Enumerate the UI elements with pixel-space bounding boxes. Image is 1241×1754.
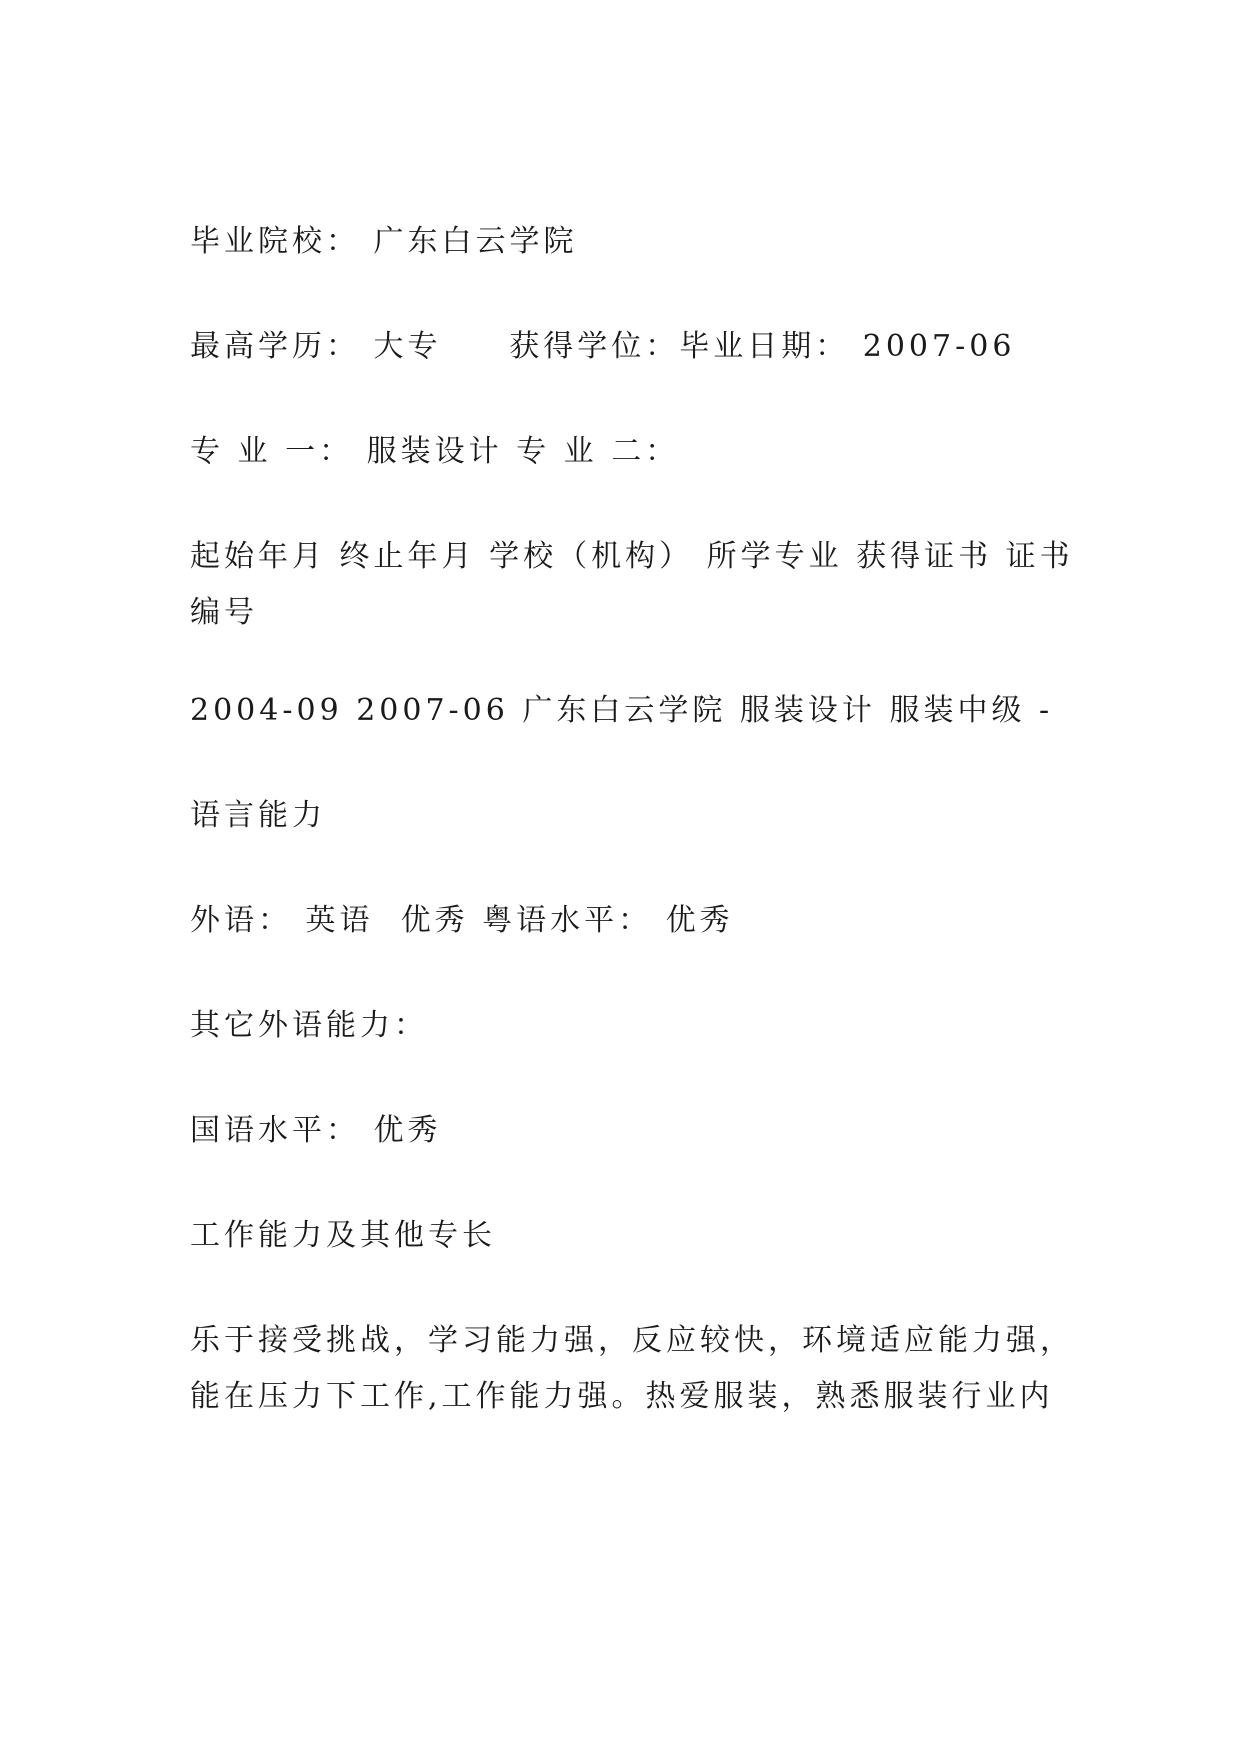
skills-heading: 工作能力及其他专长 xyxy=(190,1218,496,1253)
other-language-line: 其它外语能力： xyxy=(190,1008,428,1043)
majors-line: 专 业 一： 服装设计 专 业 二： xyxy=(190,434,680,469)
education-level-line: 最高学历： 大专 获得学位：毕业日期： 2007-06 xyxy=(190,329,1016,364)
mandarin-level-line: 国语水平： 优秀 xyxy=(190,1113,442,1148)
skills-paragraph: 乐于接受挑战，学习能力强，反应较快，环境适应能力强，能在压力下工作,工作能力强。热爱服装，熟悉服装行业内 xyxy=(190,1323,1074,1414)
foreign-language-line: 外语： 英语 优秀 粤语水平： 优秀 xyxy=(190,903,734,938)
graduation-school-line: 毕业院校： 广东白云学院 xyxy=(190,224,578,259)
education-record-row: 2004-09 2007-06 广东白云学院 服装设计 服装中级 - xyxy=(190,693,1054,728)
education-table-header: 起始年月 终止年月 学校（机构） 所学专业 获得证书 证书编号 xyxy=(190,539,1074,630)
language-ability-heading: 语言能力 xyxy=(190,798,326,833)
